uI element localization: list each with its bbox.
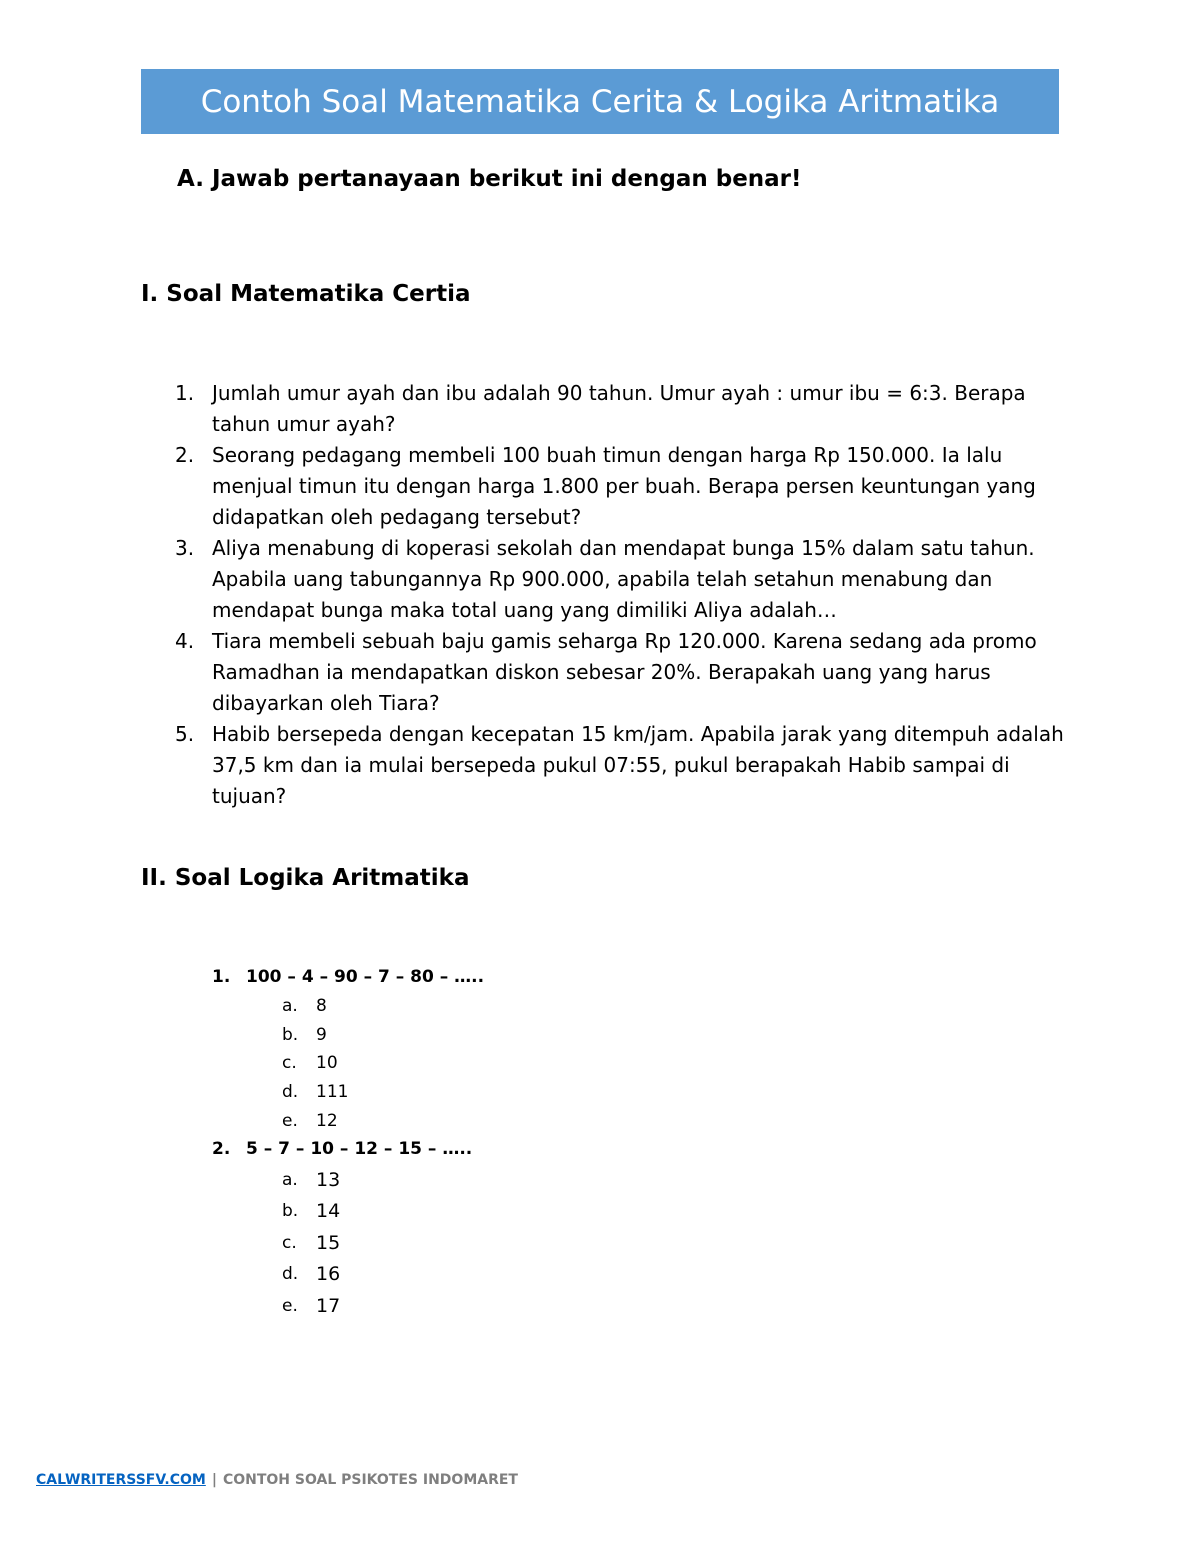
question-text: Habib bersepeda dengan kecepatan 15 km/jam. Apabila jarak yang ditempuh adalah 37,5 km dan ia mulai bersepeda pukul 07:55, pukul berapakah Habib sampai di tujuan?	[212, 722, 1064, 808]
option-letter: b.	[282, 1201, 299, 1222]
footer-text: CONTOH SOAL PSIKOTES INDOMARET	[222, 1472, 518, 1488]
question-number: 1.	[175, 381, 195, 405]
section-1-title: I. Soal Matematika Certia	[141, 281, 471, 307]
option-value: 12	[316, 1110, 338, 1131]
option-value: 111	[316, 1082, 349, 1103]
section-2-title: II. Soal Logika Aritmatika	[141, 865, 470, 891]
question-number: 1.	[212, 967, 231, 987]
question-number: 2.	[175, 443, 195, 467]
page-footer	[36, 1472, 518, 1488]
page-title: Contoh Soal Matematika Cerita & Logika Aritmatika	[200, 83, 1000, 120]
question-text: Seorang pedagang membeli 100 buah timun dengan harga Rp 150.000. Ia lalu menjual timun itu dengan harga 1.800 per buah. Berapa persen keuntungan yang didapatkan oleh pedagang tersebut?	[212, 443, 1036, 529]
answer-option	[212, 1078, 812, 1107]
option-value: 14	[316, 1200, 341, 1223]
option-letter: e.	[282, 1110, 298, 1131]
option-letter: c.	[282, 1232, 297, 1253]
number-sequence: 5 – 7 – 10 – 12 – 15 – …..	[246, 1139, 473, 1159]
option-value: 16	[316, 1263, 341, 1286]
question-item	[175, 626, 1075, 719]
option-letter: a.	[282, 1169, 298, 1190]
answer-option	[212, 1164, 812, 1196]
footer-link[interactable]: CALWRITERSSFV.COM	[36, 1472, 206, 1488]
question-text: Aliya menabung di koperasi sekolah dan mendapat bunga 15% dalam satu tahun. Apabila uang tabungannya Rp 900.000, apabila telah setahun menabung dan mendapat bunga maka total uang yang dimiliki Aliya adalah…	[212, 536, 1035, 622]
question-item	[175, 440, 1075, 533]
option-value: 17	[316, 1294, 341, 1317]
footer-separator: |	[211, 1472, 217, 1488]
number-sequence: 100 – 4 – 90 – 7 – 80 – …..	[246, 967, 485, 987]
page-title-banner	[141, 69, 1059, 134]
question-text: Jumlah umur ayah dan ibu adalah 90 tahun. Umur ayah : umur ibu = 6:3. Berapa tahun umur ayah?	[212, 381, 1026, 436]
question-item	[175, 378, 1075, 440]
story-question-list	[175, 378, 1075, 812]
answer-option	[212, 1259, 812, 1291]
option-value: 10	[316, 1053, 338, 1074]
question-number: 4.	[175, 629, 195, 653]
option-letter: a.	[282, 996, 298, 1017]
logic-question-heading	[212, 1134, 812, 1164]
question-item	[175, 719, 1075, 812]
answer-option	[212, 992, 812, 1021]
option-letter: b.	[282, 1024, 299, 1045]
option-letter: c.	[282, 1053, 297, 1074]
answer-option	[212, 1227, 812, 1259]
option-value: 13	[316, 1168, 341, 1191]
instruction-heading: A. Jawab pertanayaan berikut ini dengan benar!	[177, 166, 802, 192]
option-letter: d.	[282, 1082, 299, 1103]
answer-option	[212, 1021, 812, 1050]
answer-option	[212, 1106, 812, 1135]
answer-option	[212, 1196, 812, 1228]
option-value: 8	[316, 996, 327, 1017]
question-number: 3.	[175, 536, 195, 560]
logic-question-heading	[212, 962, 812, 992]
option-letter: e.	[282, 1295, 298, 1316]
option-letter: d.	[282, 1264, 299, 1285]
answer-option	[212, 1049, 812, 1078]
question-number: 5.	[175, 722, 195, 746]
question-item	[175, 533, 1075, 626]
option-value: 9	[316, 1024, 327, 1045]
logic-question-2	[212, 1134, 812, 1322]
logic-question-1	[212, 962, 812, 1135]
answer-option	[212, 1290, 812, 1322]
question-number: 2.	[212, 1139, 231, 1159]
option-value: 15	[316, 1231, 341, 1254]
question-text: Tiara membeli sebuah baju gamis seharga Rp 120.000. Karena sedang ada promo Ramadhan ia mendapatkan diskon sebesar 20%. Berapakah uang yang harus dibayarkan oleh Tiara?	[212, 629, 1037, 715]
